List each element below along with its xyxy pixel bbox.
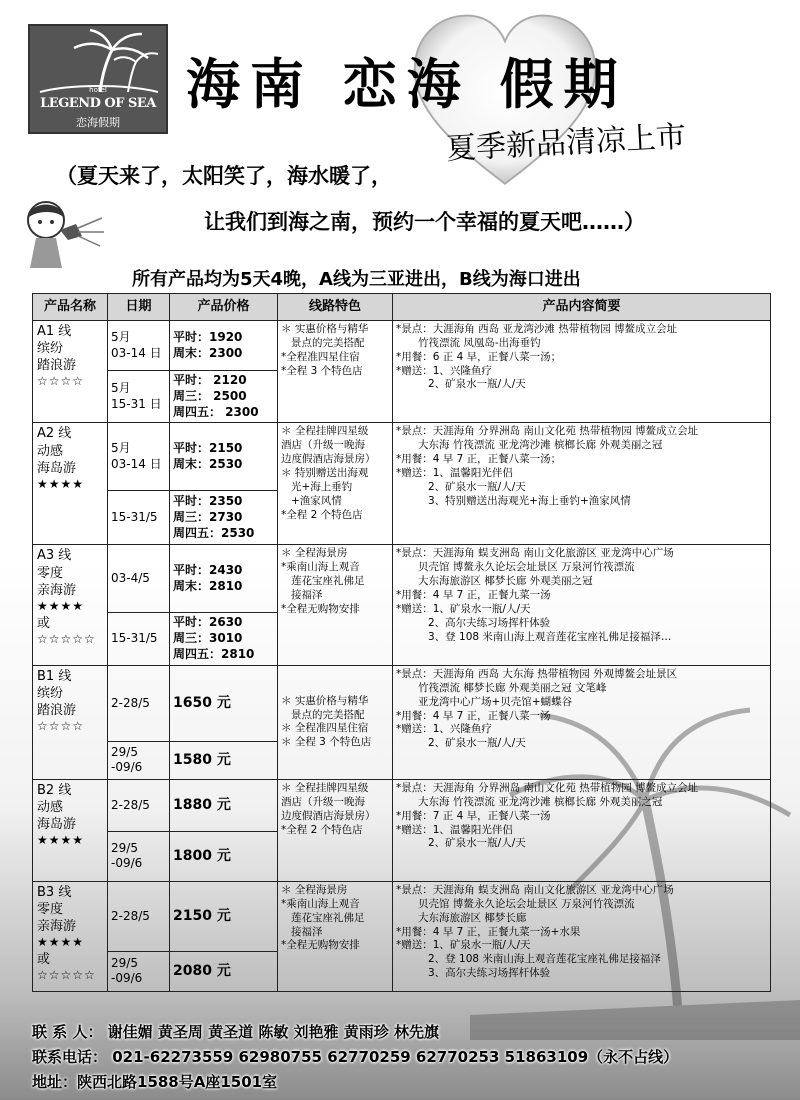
date-cell: 5月 03-14 日 bbox=[108, 321, 170, 371]
page-title: 海南 恋海 假期 bbox=[186, 52, 628, 116]
star-rating: ★★★★ bbox=[37, 598, 85, 613]
content-cell: *景点：天涯海角 蜈支洲岛 南山文化旅游区 亚龙湾中心广场 贝壳馆 博鳌永久论坛会址景区 万泉河竹筏漂流 大东海旅游区 椰梦长廊 *用餐：4 早 7 正，正餐九菜一汤+水果 *赠送：1、矿泉水一瓶/人/天 2、登 108 米南山海上观音莲花宝座礼佛足接福泽 3、高尔夫练习场挥杆体验 bbox=[393, 881, 771, 991]
price-cell: 1880 元 bbox=[170, 779, 278, 831]
product-name-cell: B2 线 动感 海岛游 ★★★★ bbox=[33, 779, 108, 881]
product-code: A1 线 bbox=[37, 324, 72, 339]
price-cell: 1580 元 bbox=[170, 741, 278, 779]
header-date: 日期 bbox=[108, 294, 170, 321]
content-cell: *景点：天涯海角 分界洲岛 南山文化苑 热带植物园 博鳌成立会址 大东海 竹筏漂流 亚龙湾沙滩 槟榔长廊 外观美丽之冠 *用餐：7 正 4 早，正餐八菜一汤 *赠送：1、温馨阳光伴侣 2、矿泉水一瓶/人/天 bbox=[393, 779, 771, 881]
date-cell: 15-31/5 bbox=[108, 491, 170, 545]
features-cell: ＊ 全程挂牌四星级 酒店（升级一晚海 边度假酒店海景房） ＊ 特别赠送出海观 光+海上垂钓 +渔家风情 *全程 2 个特色店 bbox=[278, 423, 393, 545]
star-rating: ★★★★ bbox=[37, 476, 85, 491]
table-row bbox=[33, 779, 771, 831]
date-cell: 2-28/5 bbox=[108, 665, 170, 741]
table-row bbox=[33, 423, 771, 491]
price-cell: 2080 元 bbox=[170, 951, 278, 991]
date-cell: 5月 03-14 日 bbox=[108, 423, 170, 491]
contact-people: 联 系 人： 谢佳媚 黄圣周 黄圣道 陈敏 刘艳雅 黄雨珍 林先旗 bbox=[32, 1023, 440, 1041]
header-product-name: 产品名称 bbox=[33, 294, 108, 321]
features-cell: ＊ 全程挂牌四星级 酒店（升级一晚海 边度假酒店海景房） *全程 2 个特色店 bbox=[278, 779, 393, 881]
product-notice: 所有产品均为5天4晚，A线为三亚进出，B线为海口进出 bbox=[132, 269, 581, 290]
logo-english-name: LEGEND OF SEA bbox=[40, 96, 156, 111]
date-cell: 29/5 -09/6 bbox=[108, 741, 170, 779]
table-header-row bbox=[33, 294, 771, 321]
content-cell: *景点：天涯海角 分界洲岛 南山文化苑 热带植物园 博鳌成立会址 大东海 竹筏漂流 亚龙湾沙滩 槟榔长廊 外观美丽之冠 *用餐：4 早 7 正，正餐八菜一汤； *赠送：1、温馨阳光伴侣 2、矿泉水一瓶/人/天 3、特别赠送出海观光+海上垂钓+渔家风情 bbox=[393, 423, 771, 545]
table-row bbox=[33, 881, 771, 951]
star-rating: ★★★★ bbox=[37, 935, 85, 950]
product-name-cell: A3 线 零度 亲海游 ★★★★ 或 ☆☆☆☆☆ bbox=[33, 545, 108, 665]
star-rating: ☆☆☆☆ bbox=[37, 719, 85, 734]
page-subtitle: 夏季新品清凉上市 bbox=[445, 119, 687, 167]
star-rating: ☆☆☆☆ bbox=[37, 374, 85, 389]
star-rating-alt: ☆☆☆☆☆ bbox=[37, 968, 96, 983]
date-cell: 29/5 -09/6 bbox=[108, 831, 170, 881]
logo-chinese-name: 恋海假期 bbox=[76, 116, 120, 129]
price-cell: 平时： 2120 周三： 2500 周四五： 2300 bbox=[170, 371, 278, 423]
price-cell: 平时：2430 周末：2810 bbox=[170, 545, 278, 613]
brand-logo bbox=[28, 24, 168, 134]
product-name-word: 踏浪游 bbox=[37, 358, 77, 374]
price-cell: 平时：2150 周末：2530 bbox=[170, 423, 278, 491]
price-cell: 1650 元 bbox=[170, 665, 278, 741]
slogan-line-2: 让我们到海之南，预约一个幸福的夏天吧……） bbox=[204, 210, 645, 234]
table-row bbox=[33, 321, 771, 371]
slogan-line-1: （夏天来了，太阳笑了，海水暖了， bbox=[56, 164, 392, 188]
price-cell: 平时：1920 周末：2300 bbox=[170, 321, 278, 371]
header-features: 线路特色 bbox=[278, 294, 393, 321]
product-name-cell: B3 线 零度 亲海游 ★★★★ 或 ☆☆☆☆☆ bbox=[33, 881, 108, 991]
product-name-cell bbox=[33, 321, 108, 423]
date-cell: 2-28/5 bbox=[108, 779, 170, 831]
price-cell: 1800 元 bbox=[170, 831, 278, 881]
product-name-cell: A2 线 动感 海岛游 ★★★★ bbox=[33, 423, 108, 545]
header-price: 产品价格 bbox=[170, 294, 278, 321]
table-row bbox=[33, 545, 771, 613]
logo-small-text: hotel bbox=[89, 86, 107, 94]
cartoon-girl-illustration bbox=[12, 196, 104, 276]
contact-phone: 联系电话： 021-62273559 62980755 62770259 62770253 51863109（永不占线） bbox=[32, 1048, 679, 1066]
star-rating-alt: ☆☆☆☆☆ bbox=[37, 631, 96, 646]
price-cell: 平时：2350 周三：2730 周四五：2530 bbox=[170, 491, 278, 545]
features-cell: ＊ 全程海景房 *乘南山海上观音 莲花宝座礼佛足 接福泽 *全程无购物安排 bbox=[278, 545, 393, 665]
features-cell: ＊ 实惠价格与精华 景点的完美搭配 *全程准四星住宿 *全程 3 个特色店 bbox=[278, 321, 393, 423]
date-cell: 03-4/5 bbox=[108, 545, 170, 613]
date-cell: 2-28/5 bbox=[108, 881, 170, 951]
product-name-word: 缤纷 bbox=[37, 341, 64, 357]
or-label: 或 bbox=[37, 952, 51, 968]
or-label: 或 bbox=[37, 615, 51, 631]
date-cell: 29/5 -09/6 bbox=[108, 951, 170, 991]
price-cell: 平时：2630 周三：3010 周四五：2810 bbox=[170, 613, 278, 665]
star-rating: ★★★★ bbox=[37, 833, 85, 848]
contact-address: 地址：陕西北路1588号A座1501室 bbox=[32, 1073, 278, 1091]
contact-block bbox=[32, 1020, 678, 1095]
price-cell: 2150 元 bbox=[170, 881, 278, 951]
product-name-cell: B1 线 缤纷 踏浪游 ☆☆☆☆ bbox=[33, 665, 108, 779]
product-table bbox=[32, 293, 771, 992]
header-content: 产品内容简要 bbox=[393, 294, 771, 321]
features-cell: ＊ 实惠价格与精华 景点的完美搭配 ＊ 全程准四星住宿 ＊ 全程 3 个特色店 bbox=[278, 665, 393, 779]
features-cell: ＊ 全程海景房 *乘南山海上观音 莲花宝座礼佛足 接福泽 *全程无购物安排 bbox=[278, 881, 393, 991]
content-cell: *景点：大涯海角 西岛 亚龙湾沙滩 热带植物园 博鳌成立会址 竹筏漂流 凤凰岛-出海垂钓 *用餐：6 正 4 早，正餐八菜一汤； *赠送：1、兴隆鱼疗 2、矿泉水一瓶/人/天 bbox=[393, 321, 771, 423]
content-cell: *景点：天涯海角 西岛 大东海 热带植物园 外观博鳌会址景区 竹筏漂流 椰梦长廊 外观美丽之冠 文笔峰 亚龙湾中心广场+贝壳馆+蝴蝶谷 *用餐：4 早 7 正，正餐八菜一汤 *赠送：1、兴隆鱼疗 2、矿泉水一瓶/人/天 bbox=[393, 665, 771, 779]
date-cell: 15-31/5 bbox=[108, 613, 170, 665]
date-cell: 5月 15-31 日 bbox=[108, 371, 170, 423]
table-row bbox=[33, 665, 771, 741]
content-cell: *景点：天涯海角 蜈支洲岛 南山文化旅游区 亚龙湾中心广场 贝壳馆 博鳌永久论坛会址景区 万泉河竹筏漂流 大东海旅游区 椰梦长廊 外观美丽之冠 *用餐：4 早 7 正，正餐九菜一汤 *赠送：1、矿泉水一瓶/人/天 2、高尔夫练习场挥杆体验 3、登 108 米南山海上观音莲花宝座礼佛足接福泽… bbox=[393, 545, 771, 665]
